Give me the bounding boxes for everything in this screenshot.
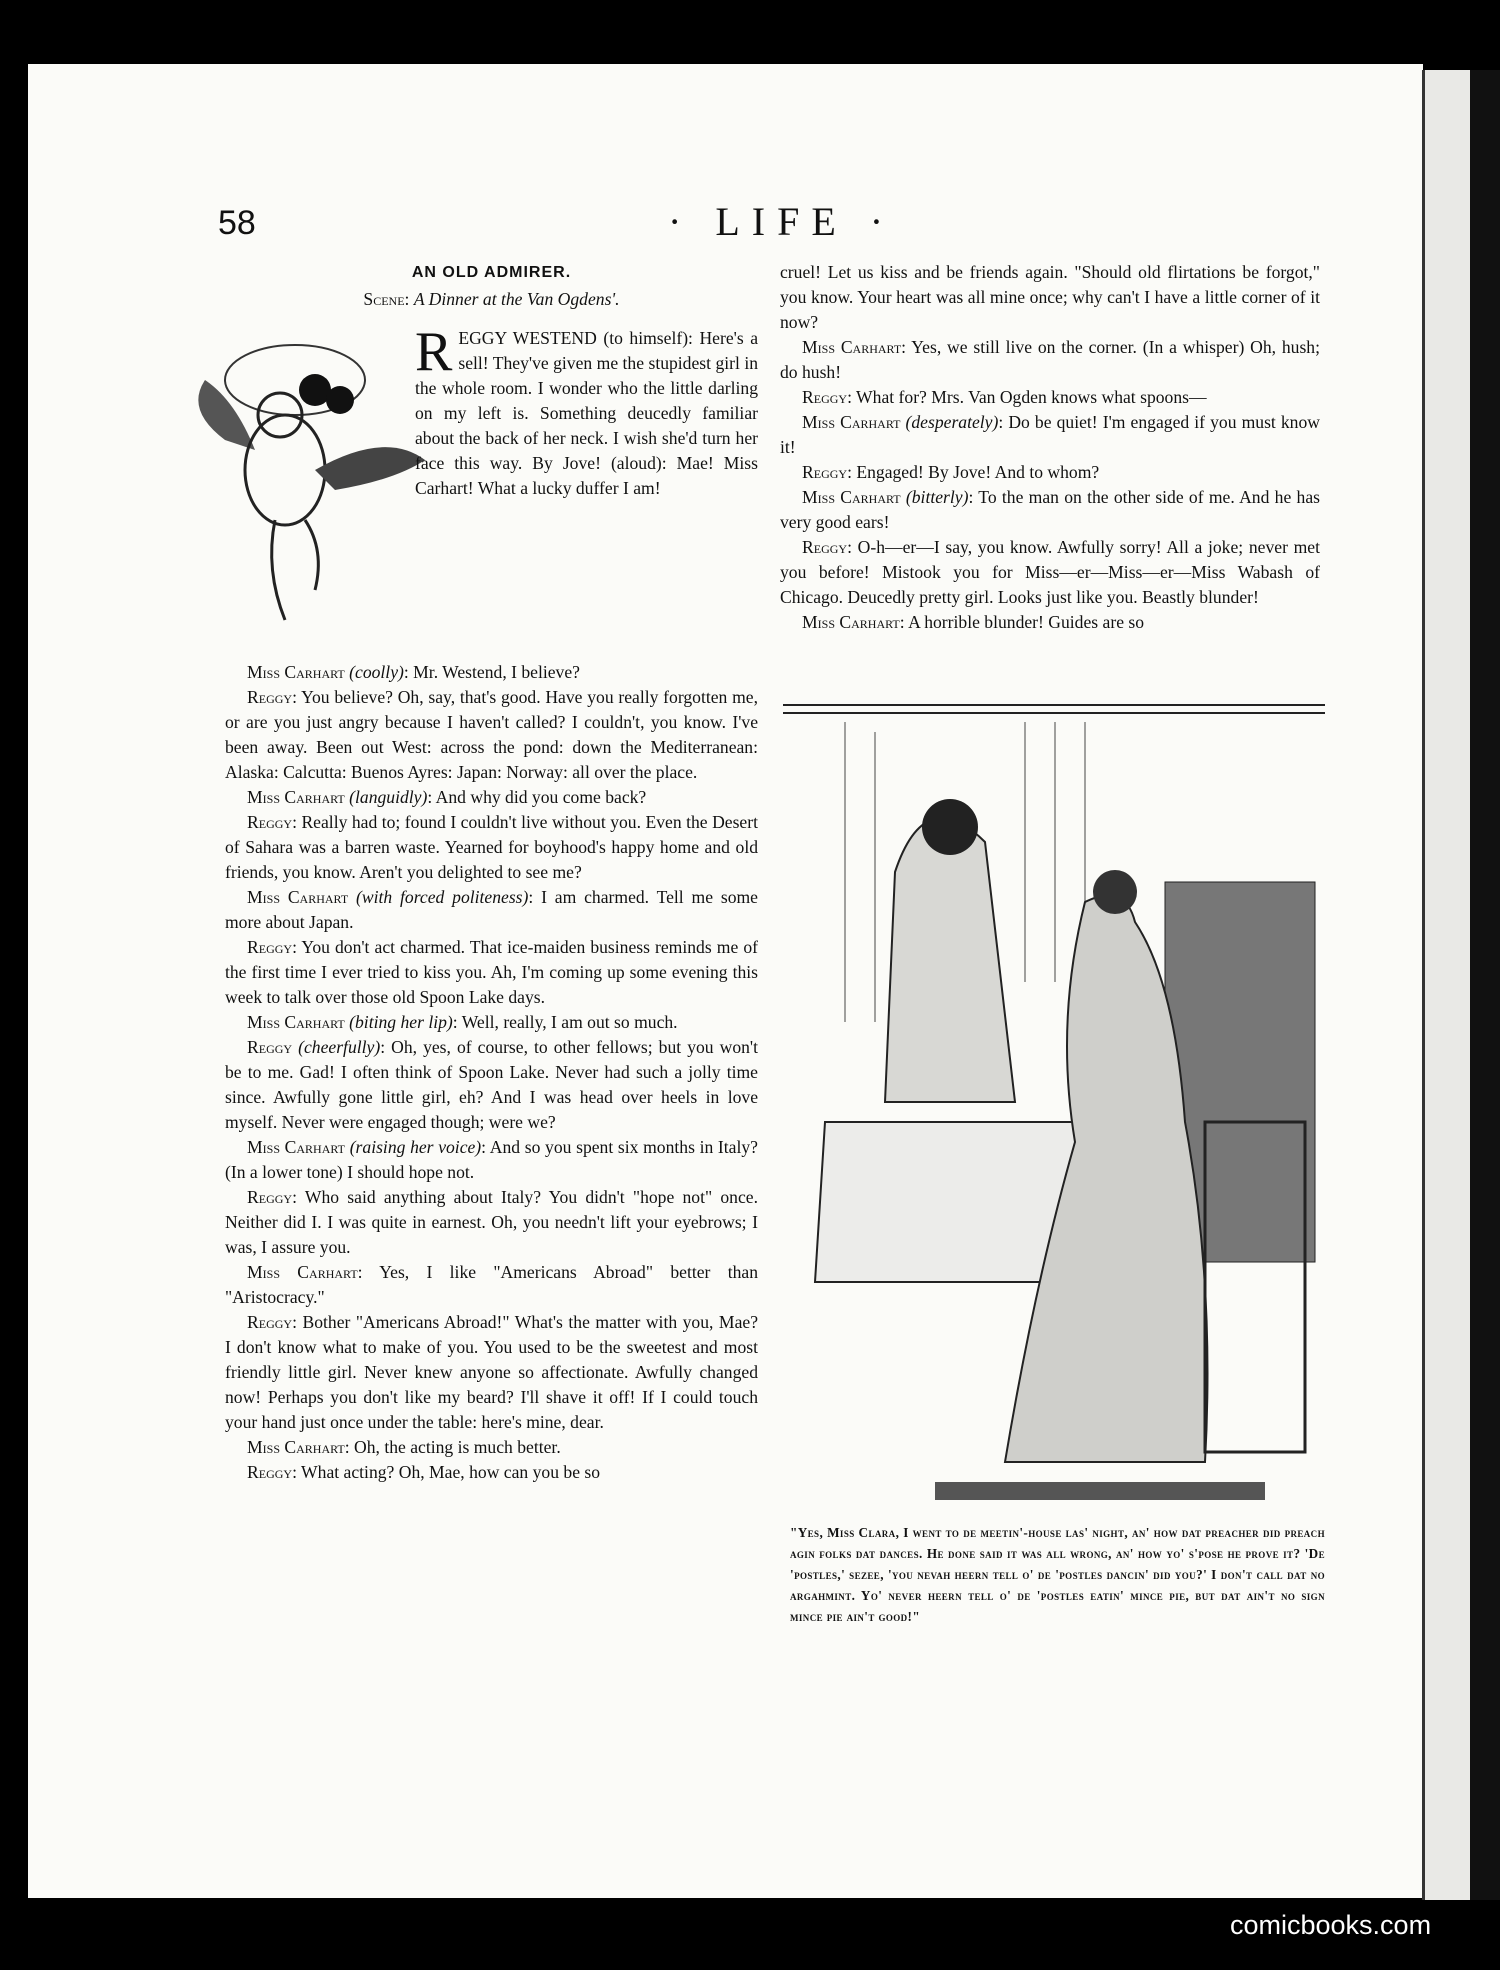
speaker-name: Miss Carhart — [247, 1137, 346, 1157]
intro-block — [225, 320, 758, 660]
speaker-name: Reggy — [247, 687, 293, 707]
dialogue-text: : What acting? Oh, Mae, how can you be so — [292, 1462, 601, 1482]
engraving-illustration — [785, 722, 1330, 1510]
right-column — [780, 260, 1320, 635]
speaker-name: Reggy — [247, 937, 293, 957]
stage-direction: (cheerfully) — [298, 1037, 381, 1057]
dialogue-paragraph — [225, 1035, 758, 1135]
speaker-name: Miss Carhart — [247, 662, 345, 682]
dialogue-text: : O-h—er—I say, you know. Awfully sorry! All a joke; never met you before! Mistook you for Miss—er—Miss—er—Miss Wabash of Chicago. Deucedly pretty girl. Looks just like you. Beastly blunder! — [780, 537, 1320, 607]
dialogue-text: : A horrible blunder! Guides are so — [899, 612, 1145, 632]
dialogue-text: : And why did you come back? — [427, 787, 647, 807]
speaker-name: Reggy — [247, 1462, 293, 1482]
stage-direction: (languidly) — [349, 787, 428, 807]
page-number: 58 — [218, 204, 256, 242]
dialogue-paragraph — [225, 1185, 758, 1260]
dialogue-text: : You don't act charmed. That ice-maiden business reminds me of the first time I ever tried to kiss you. Ah, I'm coming up some evening this week to talk over those old Spoon Lake days. — [225, 937, 758, 1007]
dialogue-text: : Bother "Americans Abroad!" What's the matter with you, Mae? I don't know what to make of you. You used to be the sweetest and most friendly little girl. Never knew anyone so affectionate. Awfully changed now! Perhaps you don't like my beard? I'll shave it off! If I could touch your hand just once under the table: here's mine, dear. — [225, 1312, 758, 1432]
dialogue-text: : And so you spent six months in Italy? (In a lower tone) I should hope not. — [225, 1137, 758, 1182]
intro-text — [415, 321, 758, 501]
dialogue-text: : You believe? Oh, say, that's good. Have you really forgotten me, or are you just angry because I haven't called? I couldn't, you know. I've been away. Been out West: across the pond: down the Mediterranean: Alaska: Calcutta: Buenos Ayres: Japan: Norway: all over the place. — [225, 687, 758, 782]
masthead: · LIFE · — [668, 199, 896, 244]
dialogue-paragraph — [780, 535, 1320, 610]
dialogue-paragraph — [225, 1010, 758, 1035]
illustration-caption: "Yes, Miss Clara, I went to de meetin'-house las' night, an' how dat preacher did preach agin folks dat dances. He done said it was all wrong, an' how yo' s'pose he prove it? 'De 'postles,' sezee, 'you nevah heern tell o' de 'postles dancin' did you?' I don't call dat no argahmint. Yo' never heern tell o' de 'postles eatin' mince pie, but dat ain't no sign mince pie ain't good!" — [790, 1525, 1325, 1624]
left-column — [225, 260, 758, 1485]
scene-text: A Dinner at the Van Ogdens'. — [413, 289, 620, 309]
dialogue-text: : Do be quiet! I'm engaged if you must know it! — [780, 412, 1320, 457]
left-dialogue — [225, 660, 758, 1485]
speaker-name: Reggy — [802, 387, 848, 407]
dialogue-paragraph — [780, 335, 1320, 385]
dialogue-text: : To the man on the other side of me. And he has very good ears! — [780, 487, 1320, 532]
dialogue-text: : I am charmed. Tell me some more about Japan. — [225, 887, 758, 932]
speaker-name: Miss Carhart — [247, 1437, 345, 1457]
stage-direction: (raising her voice) — [349, 1137, 482, 1157]
scene-label: Scene: — [363, 289, 410, 309]
cupid-illustration — [165, 320, 435, 630]
speaker-name: Miss Carhart — [247, 1012, 345, 1032]
dialogue-text: : Yes, I like "Americans Abroad" better than "Aristocracy." — [225, 1262, 758, 1307]
dialogue-text: cruel! Let us kiss and be friends again. "Should old flirtations be forgot," you know. Your heart was all mine once; why can't I have a little corner of it now? — [780, 262, 1320, 332]
speaker-name: Reggy — [247, 812, 293, 832]
dialogue-paragraph — [225, 660, 758, 685]
dialogue-text: : Who said anything about Italy? You didn't "hope not" once. Neither did I. I was quite in earnest. Oh, you needn't lift your eyebrows; I was, I assure you. — [225, 1187, 758, 1257]
scan-border — [1470, 70, 1500, 1900]
dialogue-paragraph — [225, 685, 758, 785]
dialogue-paragraph — [780, 485, 1320, 535]
double-rule — [783, 704, 1325, 714]
dialogue-paragraph — [225, 785, 758, 810]
speaker-name: Reggy — [247, 1312, 293, 1332]
speaker-name: Reggy — [802, 537, 848, 557]
dialogue-paragraph — [225, 1310, 758, 1435]
dialogue-paragraph — [780, 260, 1320, 335]
speaker-name: Miss Carhart — [247, 1262, 358, 1282]
drop-cap: R — [415, 321, 453, 383]
stage-direction: (bitterly) — [905, 487, 969, 507]
stage-direction: (desperately) — [905, 412, 999, 432]
dialogue-paragraph — [780, 460, 1320, 485]
dialogue-paragraph — [225, 1260, 758, 1310]
dialogue-paragraph — [225, 935, 758, 1010]
dialogue-paragraph — [780, 410, 1320, 460]
dialogue-paragraph — [225, 885, 758, 935]
dialogue-paragraph — [225, 1460, 758, 1485]
stage-direction: (biting her lip) — [349, 1012, 453, 1032]
dialogue-paragraph — [780, 610, 1320, 635]
speaker-name: Miss Carhart — [802, 612, 900, 632]
speaker-name: Reggy — [247, 1187, 293, 1207]
dialogue-text: : Oh, yes, of course, to other fellows; but you won't be to me. Gad! I often think of Spoon Lake. Never had such a jolly time since. Awfully gone little girl, eh? And I was head over heels in love myself. Never were engaged though; were we? — [225, 1037, 758, 1132]
speaker-name: Miss Carhart — [802, 487, 901, 507]
dialogue-text: : What for? Mrs. Van Ogden knows what spoons— — [847, 387, 1207, 407]
facing-page-edge — [1422, 70, 1473, 1900]
watermark: comicbooks.com — [1230, 1910, 1432, 1940]
intro-body: EGGY WESTEND (to himself): Here's a sell! They've given me the stupidest girl in the whole room. I wonder who the little darling on my left is. Something deucedly familiar about the back of her neck. I wish she'd turn her face this way. By Jove! (aloud): Mae! Miss Carhart! What a lucky duffer I am! — [415, 328, 758, 498]
dialogue-text: : Well, really, I am out so much. — [452, 1012, 678, 1032]
dialogue-paragraph — [225, 810, 758, 885]
article-title: AN OLD ADMIRER. — [411, 264, 572, 281]
dialogue-text: : Engaged! By Jove! And to whom? — [847, 462, 1100, 482]
dialogue-paragraph — [780, 385, 1320, 410]
speaker-name: Reggy — [247, 1037, 293, 1057]
dialogue-paragraph — [225, 1435, 758, 1460]
speaker-name: Miss Carhart — [802, 412, 901, 432]
speaker-name: Miss Carhart — [802, 337, 902, 357]
scene-line — [225, 287, 758, 312]
stage-direction: (with forced politeness) — [356, 887, 529, 907]
dialogue-paragraph — [225, 1135, 758, 1185]
dialogue-text: : Oh, the acting is much better. — [344, 1437, 561, 1457]
speaker-name: Miss Carhart — [247, 887, 349, 907]
right-dialogue — [780, 260, 1320, 635]
speaker-name: Reggy — [802, 462, 848, 482]
dialogue-text: : Mr. Westend, I believe? — [403, 662, 580, 682]
dialogue-text: : Yes, we still live on the corner. (In a whisper) Oh, hush; do hush! — [780, 337, 1320, 382]
speaker-name: Miss Carhart — [247, 787, 345, 807]
stage-direction: (coolly) — [349, 662, 404, 682]
dialogue-text: : Really had to; found I couldn't live without you. Even the Desert of Sahara was a barren waste. Yearned for boyhood's happy home and old friends, you know. Aren't you delighted to see me? — [225, 812, 758, 882]
